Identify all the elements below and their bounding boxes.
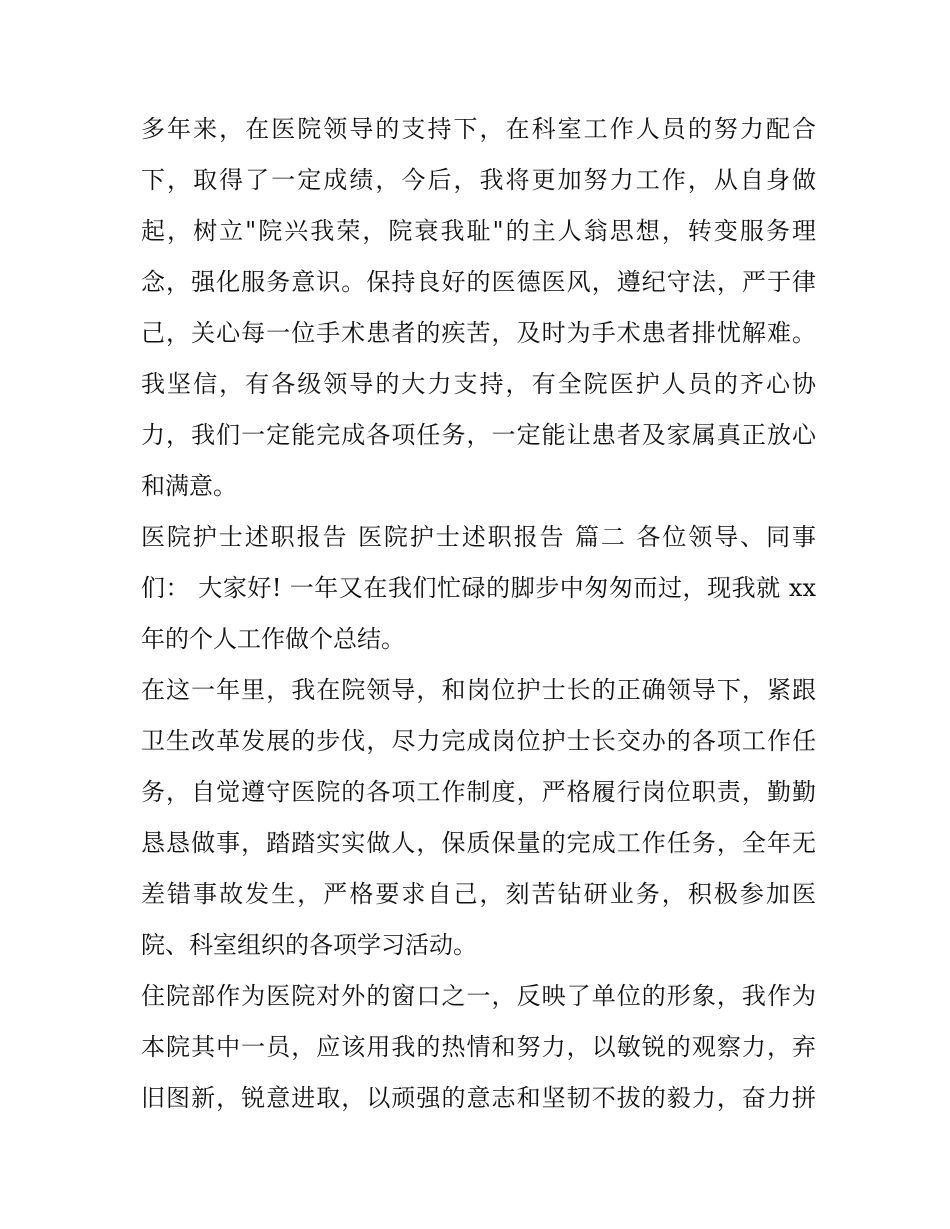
text-line: 住院部作为医院对外的窗口之一，反映了单位的形象，我作为 [141,982,816,1010]
text-line: 力，我们一定能完成各项任务，一定能让患者及家属真正放心 [141,421,816,449]
text-line: 在这一年里，我在院领导，和岗位护士长的正确领导下，紧跟 [141,676,816,704]
text-line: 医院护士述职报告 医院护士述职报告 篇二 各位领导、同事 [141,523,816,551]
text-line: 们： 大家好! 一年又在我们忙碌的脚步中匆匆而过，现我就 xx [141,574,816,602]
text-line: 下，取得了一定成绩，今后，我将更加努力工作，从自身做 [141,166,816,194]
text-line: 差错事故发生，严格要求自己，刻苦钻研业务，积极参加医 [141,880,816,908]
text-line: 念，强化服务意识。保持良好的医德医风，遵纪守法，严于律 [141,268,816,296]
text-line: 年的个人工作做个总结。 [141,625,405,653]
text-line: 院、科室组织的各项学习活动。 [141,931,477,959]
text-line: 起，树立"院兴我荣，院衰我耻"的主人翁思想，转变服务理 [141,217,816,245]
text-line: 卫生改革发展的步伐，尽力完成岗位护士长交办的各项工作任 [141,727,816,755]
text-line: 多年来，在医院领导的支持下，在科室工作人员的努力配合 [141,115,816,143]
text-line: 务，自觉遵守医院的各项工作制度，严格履行岗位职责，勤勤 [141,778,816,806]
text-line: 我坚信，有各级领导的大力支持，有全院医护人员的齐心协 [141,370,816,398]
text-line: 恳恳做事，踏踏实实做人，保质保量的完成工作任务，全年无 [141,829,816,857]
text-line: 旧图新，锐意进取，以顽强的意志和坚韧不拔的毅力，奋力拼 [141,1084,816,1112]
text-line: 己，关心每一位手术患者的疾苦，及时为手术患者排忧解难。 [141,319,816,347]
text-line: 本院其中一员，应该用我的热情和努力，以敏锐的观察力，弃 [141,1033,816,1061]
text-line: 和满意。 [141,472,237,500]
